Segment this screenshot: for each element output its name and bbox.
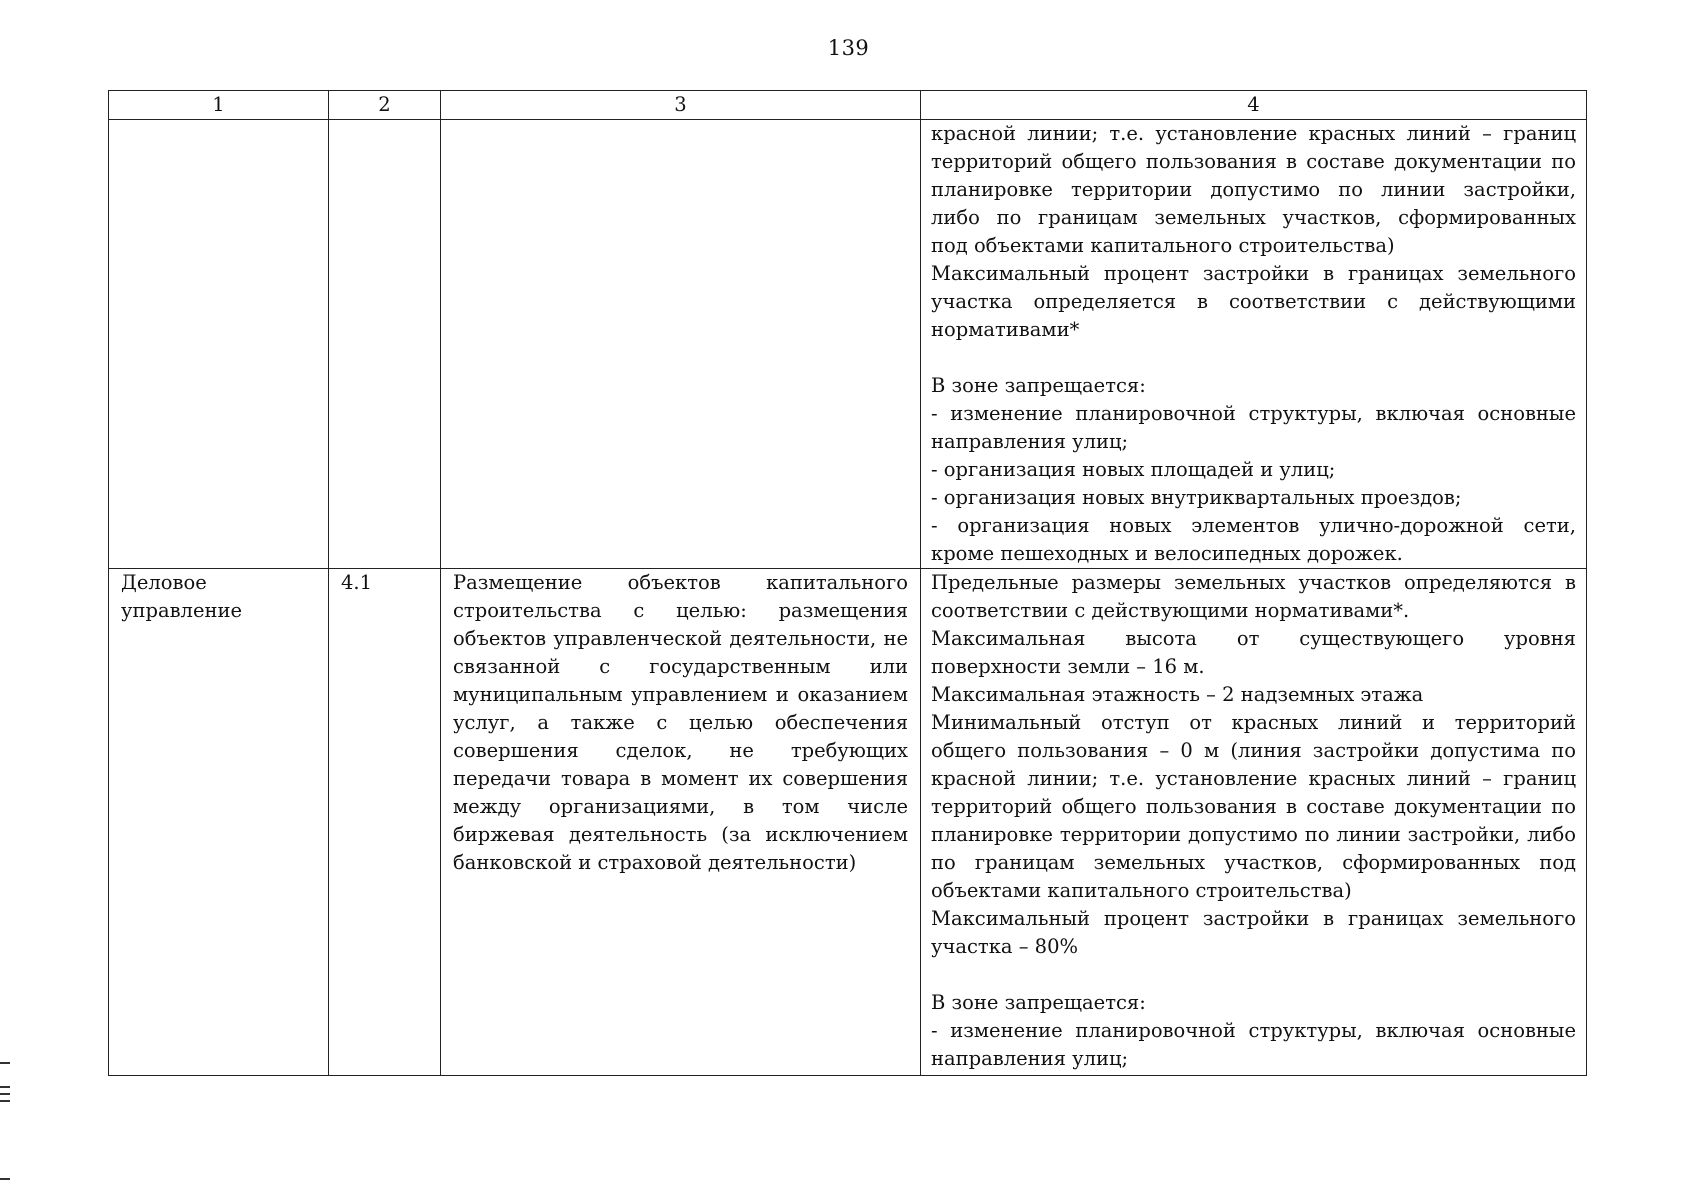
- param-text-line: либо по границам земельных участков, сформированных: [931, 206, 1576, 229]
- column-header-3: 3: [441, 91, 921, 120]
- cell-code: 4.1: [329, 569, 441, 1076]
- param-text: Максимальная этажность – 2 надземных этажа: [931, 683, 1424, 706]
- prohibited-title: В зоне запрещается:: [931, 374, 1146, 397]
- cell-use-name: Деловое управление: [109, 569, 329, 1076]
- param-text-line: нормативами*: [931, 318, 1080, 341]
- scan-margin-mark: [0, 1178, 10, 1180]
- page-number: 139: [827, 36, 870, 60]
- cell-description-empty: [441, 120, 921, 569]
- scan-margin-mark: [0, 1086, 10, 1088]
- column-header-1: 1: [109, 91, 329, 120]
- cell-code-empty: [329, 120, 441, 569]
- param-text: Предельные размеры земельных участков определяются в соответствии с действующими нормативами*.: [931, 571, 1576, 622]
- prohibited-item: - изменение планировочной структуры, включая основные направления улиц;: [931, 1019, 1576, 1070]
- spacer: [931, 961, 1576, 989]
- column-header-4: 4: [921, 91, 1587, 120]
- table-row-business-management: [109, 569, 1587, 1076]
- prohibited-item: - изменение планировочной структуры, включая основные направления улиц;: [931, 402, 1576, 453]
- scan-margin-mark: [0, 1100, 10, 1102]
- table-row-continuation: [109, 120, 1587, 569]
- scan-margin-mark: [0, 1062, 10, 1064]
- param-text-line: Максимальный процент застройки в границах земельного: [931, 262, 1576, 285]
- param-text: Максимальный процент застройки в границах земельного участка – 80%: [931, 907, 1576, 958]
- param-text-line: планировке территории допустимо по линии застройки,: [931, 178, 1576, 201]
- cell-use-name-empty: [109, 120, 329, 569]
- prohibited-item: - организация новых внутриквартальных проездов;: [931, 486, 1462, 509]
- param-text-line: территорий общего пользования в составе документации по: [931, 150, 1576, 173]
- zoning-table: [108, 90, 1587, 1076]
- prohibited-title: В зоне запрещается:: [931, 991, 1146, 1014]
- scan-margin-mark: [0, 1093, 10, 1095]
- spacer: [931, 344, 1576, 372]
- param-text: Максимальная высота от существующего уровня поверхности земли – 16 м.: [931, 627, 1576, 678]
- param-text: Минимальный отступ от красных линий и территорий общего пользования – 0 м (линия застройки допустима по красной линии; т.е. установление красных линий – границ территорий общего пользования в составе документации по планировке территории допустимо по линии застройки, либо по границам земельных участков, сформированных под объектами капитального строительства): [931, 711, 1576, 902]
- column-header-2: 2: [329, 91, 441, 120]
- table-header-row: [109, 91, 1587, 120]
- param-text-line: под объектами капитального строительства): [931, 234, 1395, 257]
- prohibited-item: - организация новых элементов улично-дорожной сети, кроме пешеходных и велосипедных дорожек.: [931, 514, 1576, 565]
- param-text-line: красной линии; т.е. установление красных линий – границ: [931, 122, 1576, 145]
- cell-parameters-continued: [921, 120, 1587, 569]
- param-text-line: участка определяется в соответствии с действующими: [931, 290, 1576, 313]
- cell-description: Размещение объектов капитального строительства с целью: размещения объектов управленческой деятельности, не связанной с государственным или муниципальным управлением и оказанием услуг, а также с целью обеспечения совершения сделок, не требующих передачи товара в момент их совершения между организациями, в том числе биржевая деятельность (за исключением банковской и страховой деятельности): [441, 569, 921, 1076]
- cell-parameters: [921, 569, 1587, 1076]
- prohibited-item: - организация новых площадей и улиц;: [931, 458, 1336, 481]
